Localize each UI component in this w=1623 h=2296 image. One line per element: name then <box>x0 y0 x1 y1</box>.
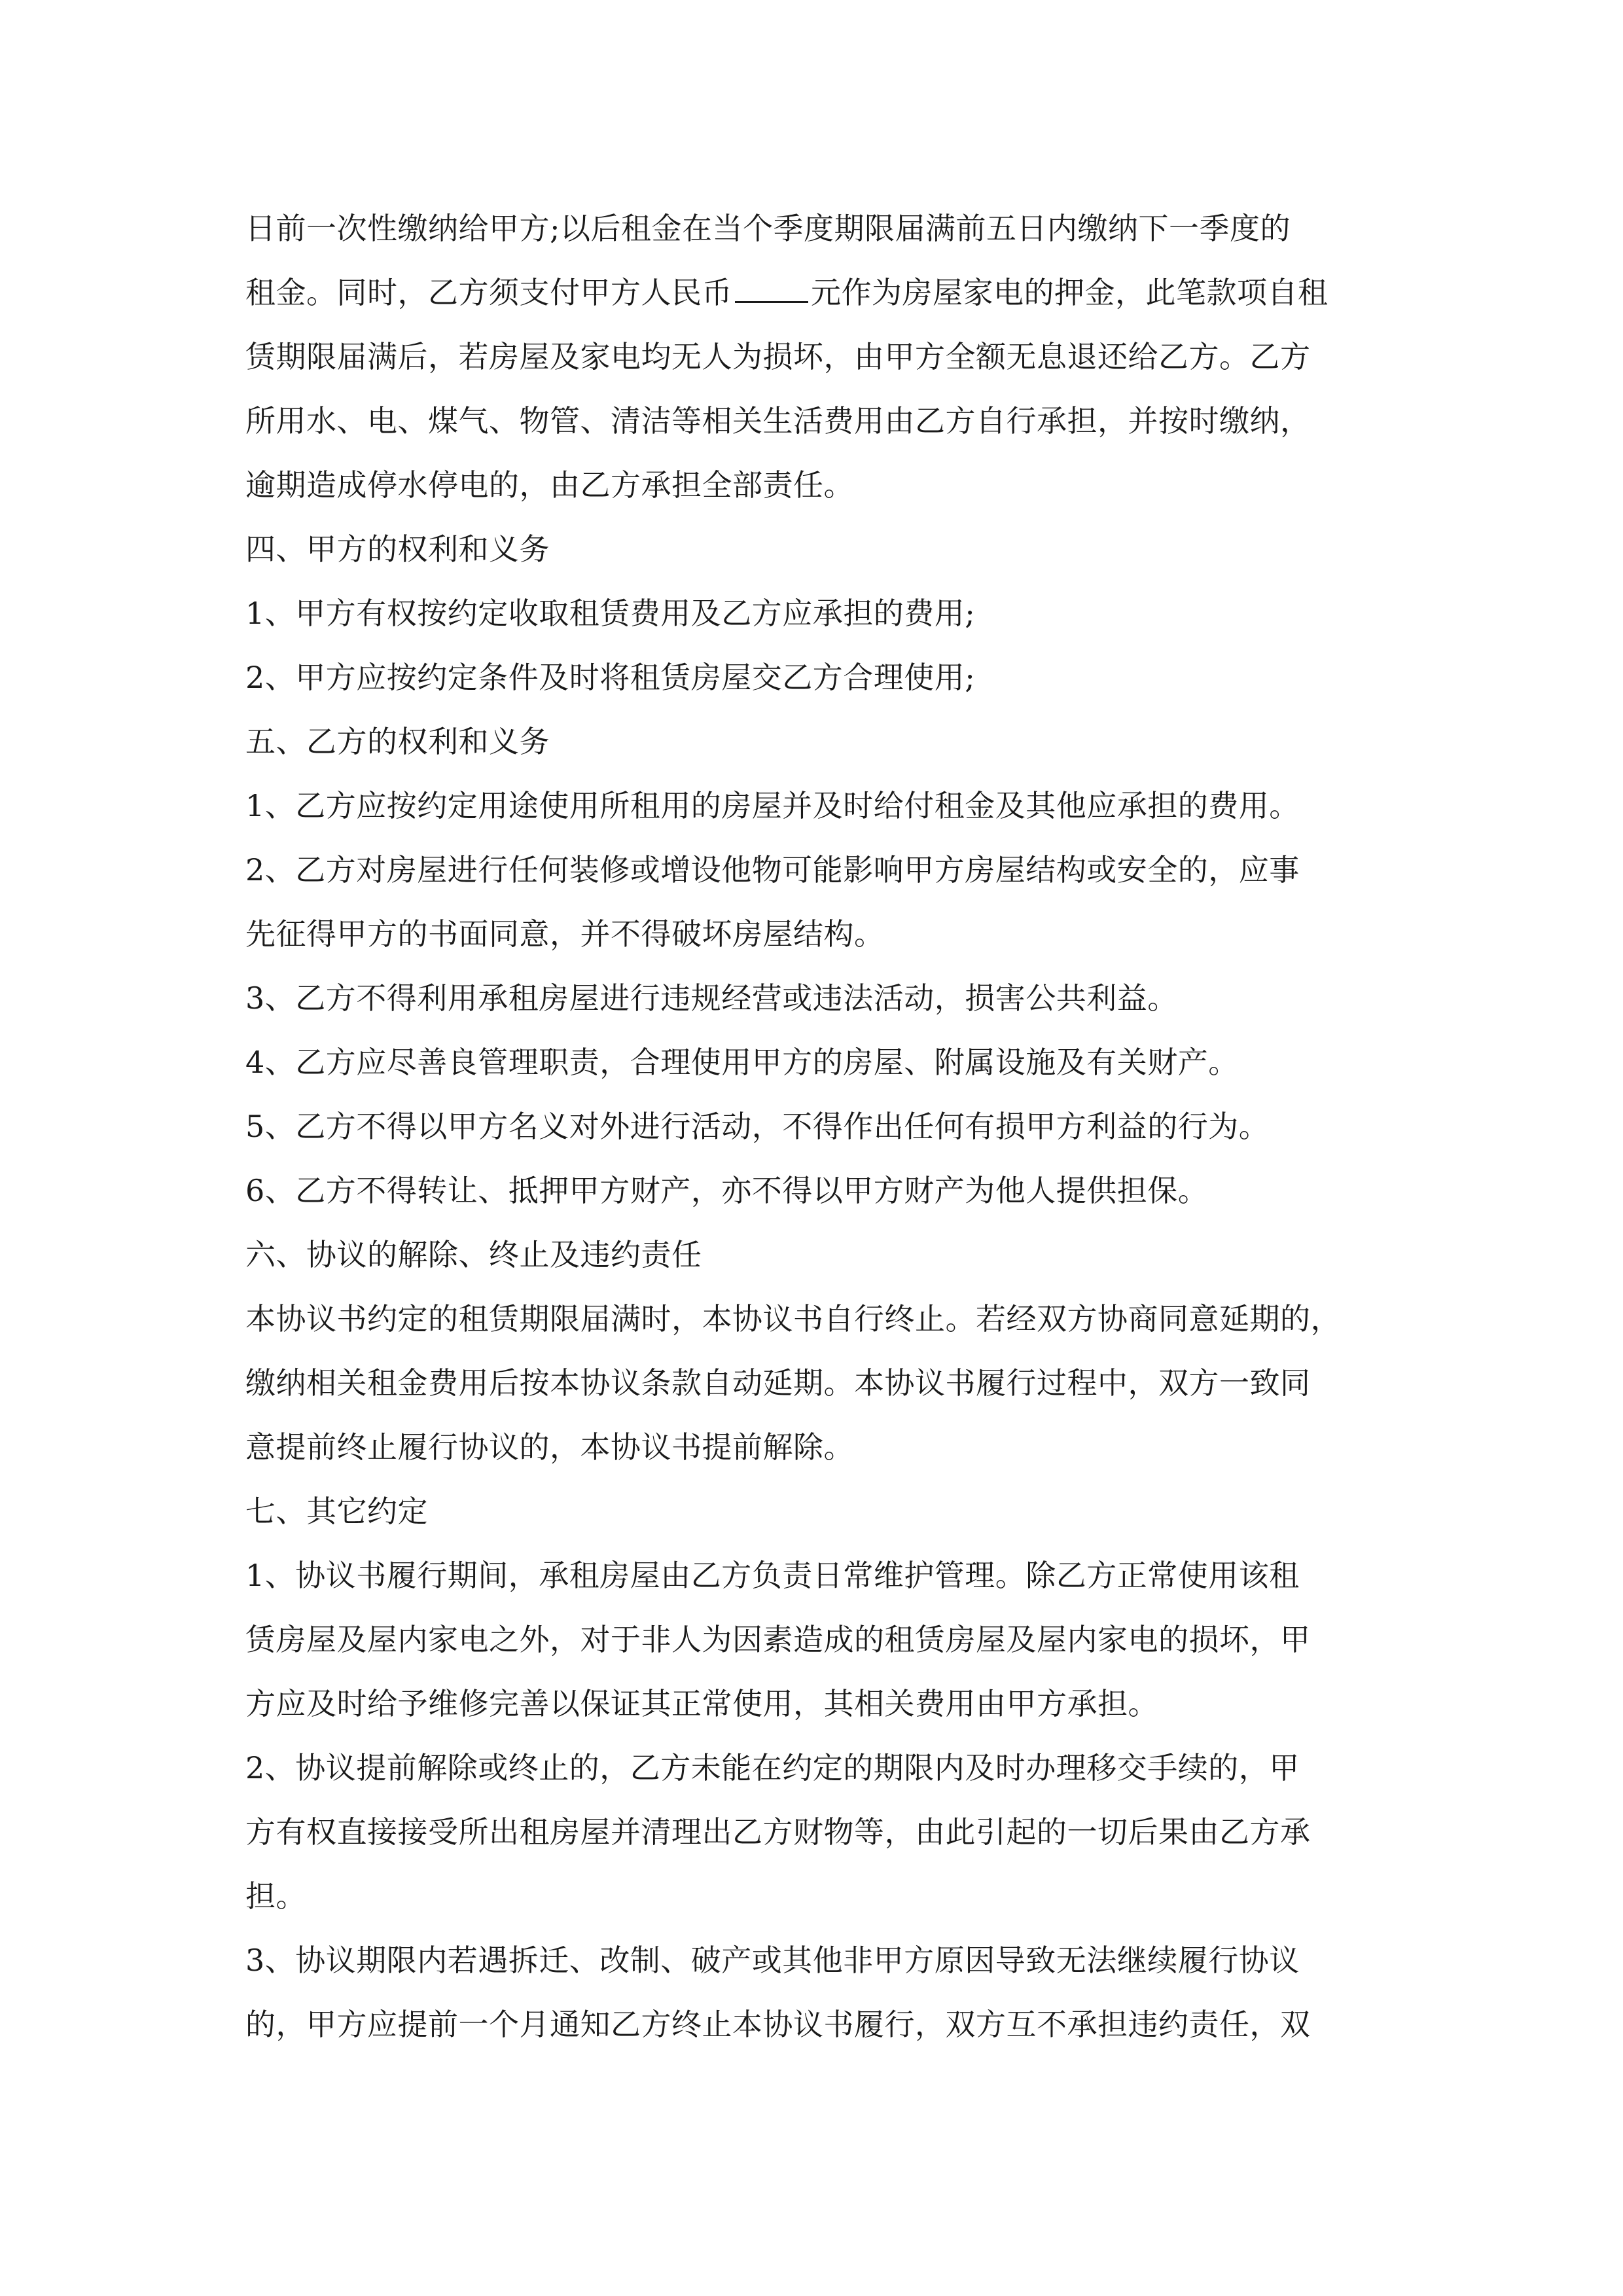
text-segment: 元作为房屋家电的押金，此笔款项自租 <box>811 275 1329 310</box>
text-line: 2、乙方对房屋进行任何装修或增设他物可能影响甲方房屋结构或安全的，应事 <box>245 852 1300 888</box>
text-line: 日前一次性缴纳给甲方;以后租金在当个季度期限届满前五日内缴纳下一季度的 <box>245 211 1291 246</box>
text-line: 1、协议书履行期间，承租房屋由乙方负责日常维护管理。除乙方正常使用该租 <box>245 1558 1300 1593</box>
text-line: 2、协议提前解除或终止的，乙方未能在约定的期限内及时办理移交手续的，甲 <box>245 1750 1300 1785</box>
text-segment: 租金。同时，乙方须支付甲方人民币 <box>245 275 732 310</box>
text-line: 方应及时给予维修完善以保证其正常使用，其相关费用由甲方承担。 <box>245 1686 1158 1721</box>
text-line: 赁期限届满后，若房屋及家电均无人为损坏，由甲方全额无息退还给乙方。乙方 <box>245 339 1311 374</box>
text-line: 所用水、电、煤气、物管、清洁等相关生活费用由乙方自行承担，并按时缴纳， <box>245 403 1311 439</box>
text-line: 的，甲方应提前一个月通知乙方终止本协议书履行，双方互不承担违约责任，双 <box>245 2007 1311 2042</box>
text-line: 3、乙方不得利用承租房屋进行违规经营或违法活动，损害公共利益。 <box>245 980 1178 1016</box>
text-line: 方有权直接接受所出租房屋并清理出乙方财物等，由此引起的一切后果由乙方承 <box>245 1814 1311 1850</box>
amount-blank <box>735 268 808 303</box>
text-line: 赁房屋及屋内家电之外，对于非人为因素造成的租赁房屋及屋内家电的损坏，甲 <box>245 1622 1311 1657</box>
text-line: 意提前终止履行协议的，本协议书提前解除。 <box>245 1429 854 1465</box>
text-line: 缴纳相关租金费用后按本协议条款自动延期。本协议书履行过程中，双方一致同 <box>245 1365 1311 1401</box>
text-line: 先征得甲方的书面同意，并不得破坏房屋结构。 <box>245 916 885 952</box>
text-line: 逾期造成停水停电的，由乙方承担全部责任。 <box>245 467 854 503</box>
section-heading: 七、其它约定 <box>245 1494 428 1529</box>
text-line: 2、甲方应按约定条件及时将租赁房屋交乙方合理使用; <box>245 660 976 695</box>
section-heading: 六、协议的解除、终止及违约责任 <box>245 1237 702 1272</box>
text-line: 1、甲方有权按约定收取租赁费用及乙方应承担的费用; <box>245 596 976 631</box>
section-heading: 五、乙方的权利和义务 <box>245 724 550 759</box>
section-heading: 四、甲方的权利和义务 <box>245 531 550 567</box>
text-line-with-blank <box>245 260 1381 325</box>
text-line: 担。 <box>245 1878 306 1914</box>
document-body <box>245 196 1381 2056</box>
text-line: 5、乙方不得以甲方名义对外进行活动，不得作出任何有损甲方利益的行为。 <box>245 1109 1270 1144</box>
text-line: 3、协议期限内若遇拆迁、改制、破产或其他非甲方原因导致无法继续履行协议 <box>245 1943 1300 1978</box>
text-line: 1、乙方应按约定用途使用所租用的房屋并及时给付租金及其他应承担的费用。 <box>245 788 1300 823</box>
text-line: 本协议书约定的租赁期限届满时，本协议书自行终止。若经双方协商同意延期的， <box>245 1301 1341 1336</box>
text-line: 4、乙方应尽善良管理职责，合理使用甲方的房屋、附属设施及有关财产。 <box>245 1045 1239 1080</box>
text-line: 6、乙方不得转让、抵押甲方财产，亦不得以甲方财产为他人提供担保。 <box>245 1173 1209 1208</box>
